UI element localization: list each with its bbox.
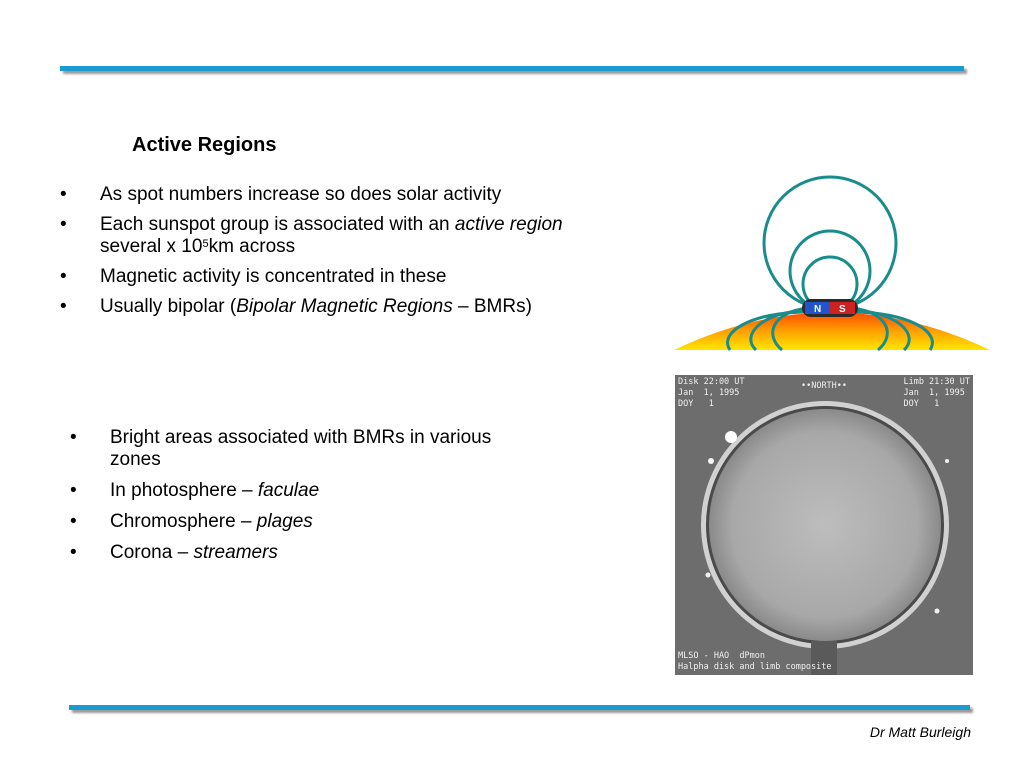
bullet-dot: • <box>70 542 77 563</box>
image-label-north: ••NORTH•• <box>800 381 848 391</box>
list-item: • Corona – streamers <box>70 542 278 563</box>
top-divider <box>60 66 964 71</box>
image-label-limb: Limb 21:30 UT Jan 1, 1995 DOY 1 <box>903 377 970 409</box>
emphasis-text: plages <box>256 511 313 532</box>
bullet-dot: • <box>70 427 77 448</box>
bullet-dot: • <box>60 296 67 317</box>
bullet-dot: • <box>70 480 77 501</box>
emphasis-text: Bipolar Magnetic Regions <box>236 296 453 317</box>
bullet-dot: • <box>60 214 67 235</box>
magnetic-field-diagram <box>672 170 992 352</box>
list-item: • Magnetic activity is concentrated in these <box>60 266 447 287</box>
emphasis-text: active region <box>454 214 563 235</box>
bullet-dot: • <box>60 266 67 287</box>
list-item: • In photosphere – faculae <box>70 480 320 501</box>
bullet-list-bottom <box>70 427 610 573</box>
magnet-north-label: N <box>814 304 822 315</box>
list-item: • As spot numbers increase so does solar activity <box>60 184 502 205</box>
list-item: • Usually bipolar (Bipolar Magnetic Regions – BMRs) <box>60 296 532 317</box>
bar-magnet <box>802 299 858 317</box>
halpha-sun-image <box>675 375 973 675</box>
list-item: • Bright areas associated with BMRs in various zones <box>70 427 492 470</box>
list-item: • Each sunspot group is associated with an active region several x $10^5km$ across <box>60 214 563 257</box>
bottom-divider <box>69 705 970 710</box>
sun-disk-graphic <box>675 375 973 675</box>
superscript: 5 <box>202 238 209 250</box>
magnet-south-label: S <box>839 304 846 315</box>
bullet-list-top <box>60 184 670 326</box>
author-credit: Dr Matt Burleigh <box>869 724 971 740</box>
sun-surface <box>674 313 990 351</box>
emphasis-text: faculae <box>257 480 320 501</box>
image-label-source: MLSO - HAO dPmon Halpha disk and limb composite <box>678 651 832 672</box>
list-item: • Chromosphere – plages <box>70 511 313 532</box>
bullet-dot: • <box>60 184 67 205</box>
emphasis-text: streamers <box>193 542 278 563</box>
bullet-dot: • <box>70 511 77 532</box>
slide-title: Active Regions <box>132 134 277 156</box>
image-label-disk: Disk 22:00 UT Jan 1, 1995 DOY 1 <box>678 377 745 409</box>
